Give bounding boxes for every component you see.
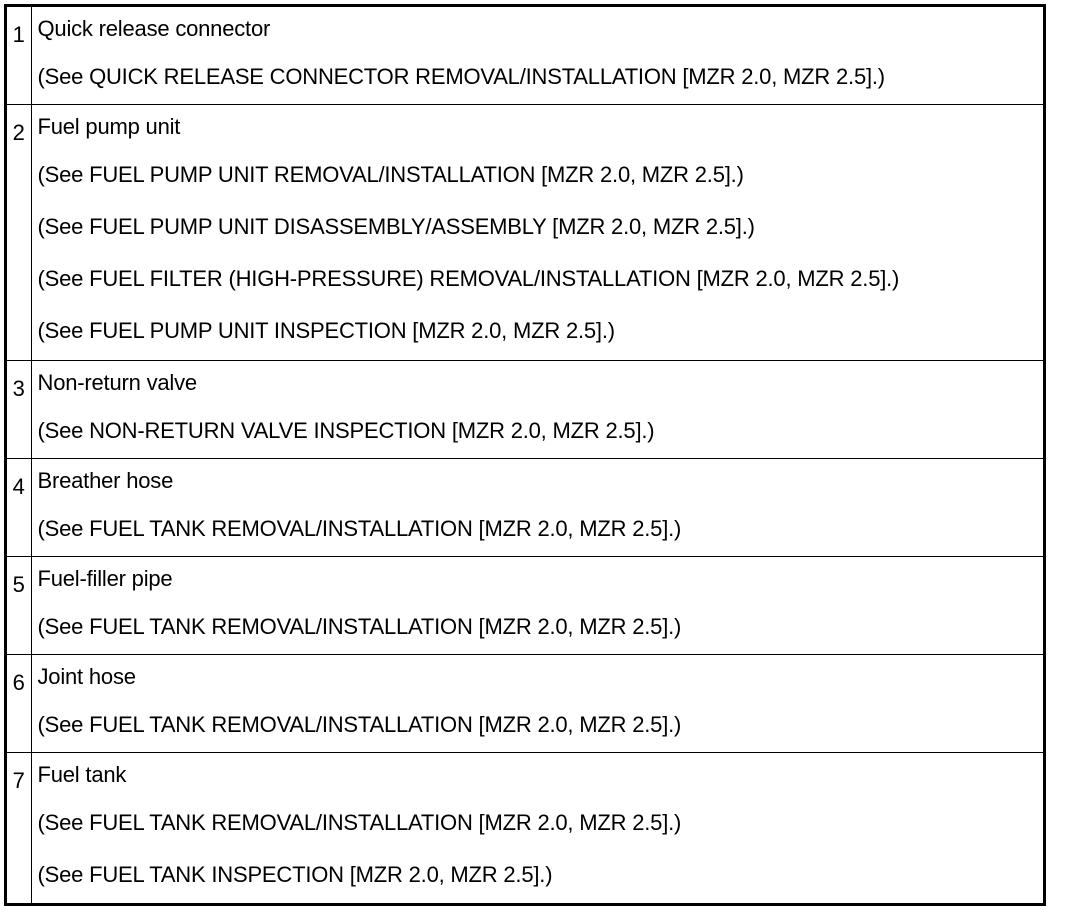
- item-number: 1: [7, 7, 31, 105]
- item-description-cell: [31, 459, 1043, 557]
- item-number: 3: [7, 360, 31, 458]
- item-description-cell: [31, 557, 1043, 655]
- table-row: [7, 360, 1043, 458]
- item-description-cell: [31, 655, 1043, 753]
- reference-link[interactable]: (See FUEL TANK REMOVAL/INSTALLATION [MZR 2.0, MZR 2.5].): [37, 712, 682, 738]
- item-number: 4: [7, 459, 31, 557]
- item-description-cell: [31, 360, 1043, 458]
- reference-link[interactable]: (See FUEL TANK REMOVAL/INSTALLATION [MZR 2.0, MZR 2.5].): [37, 516, 682, 542]
- table-row: [7, 753, 1043, 903]
- item-number: 2: [7, 105, 31, 361]
- reference-link[interactable]: (See FUEL TANK REMOVAL/INSTALLATION [MZR 2.0, MZR 2.5].): [37, 614, 682, 640]
- parts-reference-table-frame: [4, 4, 1046, 906]
- item-name: Fuel pump unit: [37, 114, 181, 140]
- item-number: 5: [7, 557, 31, 655]
- item-description-cell: [31, 753, 1043, 903]
- reference-link[interactable]: (See FUEL PUMP UNIT REMOVAL/INSTALLATION [MZR 2.0, MZR 2.5].): [37, 162, 744, 188]
- item-description-cell: [31, 7, 1043, 105]
- table-row: [7, 557, 1043, 655]
- reference-link[interactable]: (See FUEL TANK REMOVAL/INSTALLATION [MZR 2.0, MZR 2.5].): [37, 810, 682, 836]
- parts-reference-table: [7, 7, 1043, 903]
- reference-link[interactable]: (See QUICK RELEASE CONNECTOR REMOVAL/INSTALLATION [MZR 2.0, MZR 2.5].): [37, 64, 885, 89]
- item-description-cell: [31, 105, 1043, 361]
- item-name: Fuel tank: [37, 762, 127, 788]
- reference-link[interactable]: (See FUEL PUMP UNIT DISASSEMBLY/ASSEMBLY [MZR 2.0, MZR 2.5].): [37, 214, 755, 240]
- reference-link[interactable]: (See FUEL FILTER (HIGH-PRESSURE) REMOVAL/INSTALLATION [MZR 2.0, MZR 2.5].): [37, 266, 900, 292]
- table-row: [7, 105, 1043, 361]
- table-row: [7, 7, 1043, 105]
- parts-table-body: [7, 7, 1043, 903]
- reference-link[interactable]: (See NON-RETURN VALVE INSPECTION [MZR 2.0, MZR 2.5].): [37, 417, 655, 443]
- table-row: [7, 459, 1043, 557]
- item-number: 7: [7, 753, 31, 903]
- reference-link[interactable]: (See FUEL PUMP UNIT INSPECTION [MZR 2.0, MZR 2.5].): [37, 318, 615, 344]
- table-row: [7, 655, 1043, 753]
- item-name: Breather hose: [37, 468, 174, 494]
- item-name: Non-return valve: [37, 369, 197, 395]
- item-name: Quick release connector: [37, 16, 271, 41]
- reference-link[interactable]: (See FUEL TANK INSPECTION [MZR 2.0, MZR 2.5].): [37, 862, 553, 888]
- item-name: Fuel-filler pipe: [37, 566, 173, 592]
- item-number: 6: [7, 655, 31, 753]
- item-name: Joint hose: [37, 664, 136, 690]
